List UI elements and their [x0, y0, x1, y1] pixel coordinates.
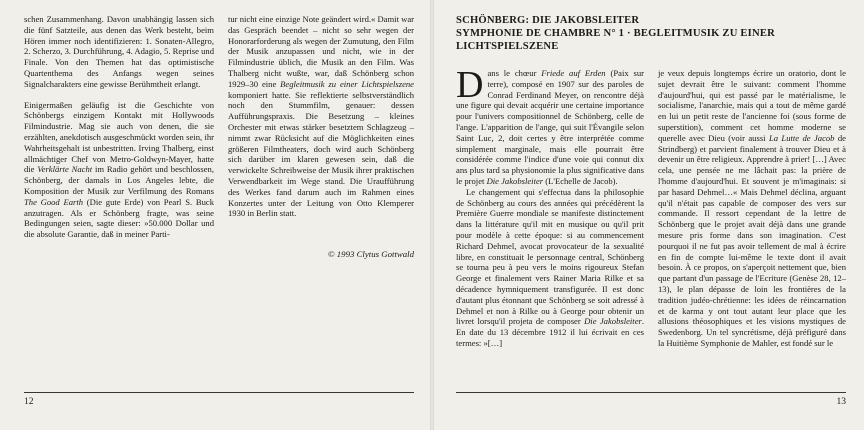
work-title: The Good Earth	[24, 196, 84, 207]
left-column-1	[24, 14, 214, 240]
work-title: La Lutte de Jacob	[768, 132, 835, 143]
author-credit: © 1993 Clytus Gottwald	[327, 249, 414, 259]
paragraph: tur nicht eine einzige Note geändert wird.« Damit war das Gespräch beendet – nicht so sehr wegen der Honorarforderung als wegen der Zumutung, den Film der Musik anzupassen und nicht, wie in der Filmindustrie üblich, die Musik an den Film. Was Thalberg nicht wußte, war, daß Schönberg schon 1929–30 eine Begleitmusik zu einer Lichtspielszene komponiert hatte. Sie reflektierte selbstverständlich noch den Stummfilm, genauer: dessen Aufführungspraxis. Die Besetzung – kleines Orchester mit etwas stärker besetztem Schlagzeug – nimmt zwar Rücksicht auf die Möglichkeiten eines größeren Filmtheaters, doch wird auch Schönberg sich darüber im klaren gewesen sein, daß die verwickelte Schreibweise der Musik ihrer praktischen Verwendbarkeit im Wege stand. Die Uraufführung des Werkes fand darum auch im Rahmen eines Konzertes unter der Leitung von Otto Klemperer 1930 in Berlin statt.	[228, 14, 414, 219]
heading-line-2: SYMPHONIE DE CHAMBRE N° 1 · BEGLEITMUSIK ZU EINER LICHTSPIELSZENE	[456, 28, 775, 52]
right-column-1	[456, 64, 645, 349]
page-number: 13	[836, 397, 846, 407]
page-heading	[456, 14, 846, 53]
paragraph: schen Zusammenhang. Davon unabhängig lassen sich die fünf Satzteile, aus denen das Werk besteht, beim Hören immer noch identifizieren: 1. Sonaten-Allegro, 2. Scherzo, 3. Durchführung, 4. Adagio, 5. Reprise und Finale. Von den Themen hat das optimistische Quartenthema des Anfangs wegen seines Signalcharakters eine gewisse Berühmtheit erlangt.	[24, 14, 214, 89]
paragraph: Einigermaßen geläufig ist die Geschichte von Schönbergs einzigem Kontakt mit Hollywoods Filmindustrie. Mag sie auch von denen, die sie erzählten, anekdotisch ausgeschmückt worden sein, ihr Wahrheitsgehalt ist unbestritten. Irving Thalberg, einst allmächtiger Chef von Metro-Goldwyn-Mayer, hatte die Verklärte Nacht im Radio gehört und beschlossen, Schönberg, der damals in Los Angeles lebte, die Komposition der Musik zur Verfilmung des Romans The Good Earth (Die gute Erde) von Pearl S. Buck anzutragen. Als er Schönberg fragte, was seine Bedingungen seien, sagte dieser: »50.000 Dollar und die absolute Garantie, daß in meiner Parti-	[24, 99, 214, 240]
page-number: 12	[24, 397, 34, 407]
work-title: Verklärte Nacht	[37, 164, 93, 175]
work-title: Die Jakobsleiter	[486, 175, 544, 186]
left-column-2	[228, 14, 414, 219]
paragraph: Le changement qui s'effectua dans la philosophie de Schönberg au cours des années qui précédèrent la Première Guerre mondiale se manifeste distinctement dans la littérature qu'il mit en musique ou qu'il prit pour modèle à cette époque: si au commencement Richard Dehmel, avocat provocateur de la sexualité libre, en constituait le personnage central, Schönberg se tourna peu à peu vers le moins rigoureux Stefan George et finalement vers Rainer Maria Rilke et sa décadence hymniquement transfigurée. Il est donc d'autant plus étonnant que Schönberg se soit adressé à Dehmel et non à Rilke ou à George pour obtenir un livret lorsqu'il projeta de composer Die Jakobsleiter. En date du 13 décembre 1912 il lui écrivait en ces termes: »[…]	[456, 186, 645, 348]
work-title: Die Jakobsleiter	[584, 316, 642, 327]
drop-cap: D	[456, 64, 484, 106]
footer-rule	[24, 392, 414, 393]
work-title: Begleitmusik zu einer Lichtspielszene	[280, 78, 414, 89]
right-column-2	[658, 68, 846, 349]
right-page	[434, 0, 864, 430]
heading-line-1: SCHÖNBERG: DIE JAKOBSLEITER	[456, 15, 640, 26]
work-title: Friede auf Erden	[541, 68, 606, 78]
paragraph: je veux depuis longtemps écrire un oratorio, dont le sujet devrait être le suivant: comment l'homme d'aujourd'hui, qui est passé par le matérialisme, le socialisme, l'anarchie, mais qui a tout de même gardé en lui un petit reste de l'ancienne foi (sous forme de superstition), comment cet homme moderne se querelle avec Dieu (voir aussi La Lutte de Jacob de Strindberg) et parvient finalement à trouver Dieu et à devenir un être religieux. Apprendre à prier! […] Avec cela, une pensée ne me lâchait pas: la prière de l'homme d'aujourd'hui. Et souvent je m'imaginais: si par hasard Dehmel…« Mais Dehmel déclina, arguant qu'il n'était pas capable de composer des vers sur commande. Il ressort cependant de la lettre de Schönberg que le projet avait déjà dans une grande mesure pris forme dans son imagination. C'est pourquoi il ne fut pas avoir tellement de mal à écrire en fin de compte lui-même le texte dont il avait besoin. À ce propos, on s'aperçoit nettement que, bien que partant d'un passage de l'Ecriture (Genèse 28, 12–13), le plan dépasse de loin les frontières de la tradition judéo-chrétienne: les idées de réincarnation et de karma y ont tout autant leur place que les allusions théosophiques et les visions mystiques de Swedenborg. Un tel syncrétisme, déjà préfiguré dans la Huitième Symphonie de Mahler, est fondé sur le	[658, 68, 846, 348]
left-page	[0, 0, 430, 430]
paragraph: Dans le chœur Friede auf Erden (Paix sur terre), composé en 1907 sur des paroles de Conrad Ferdinand Meyer, on rencontre déjà une figure qui devait acquérir une certaine importance pour l'univers compositionnel de Schönberg, celle de l'ange. L'apparition de l'ange, qui suit l'Évangile selon Saint Luc, 2, doit certes y être interprétée comme simplement marginale, mais elle pourrait être considérée comme l'indice d'une voie qui connut dix ans plus tard sa physionomie la plus significative dans le projet Die Jakobsleiter (L'Echelle de Jacob).	[456, 64, 645, 186]
footer-rule	[456, 392, 846, 393]
